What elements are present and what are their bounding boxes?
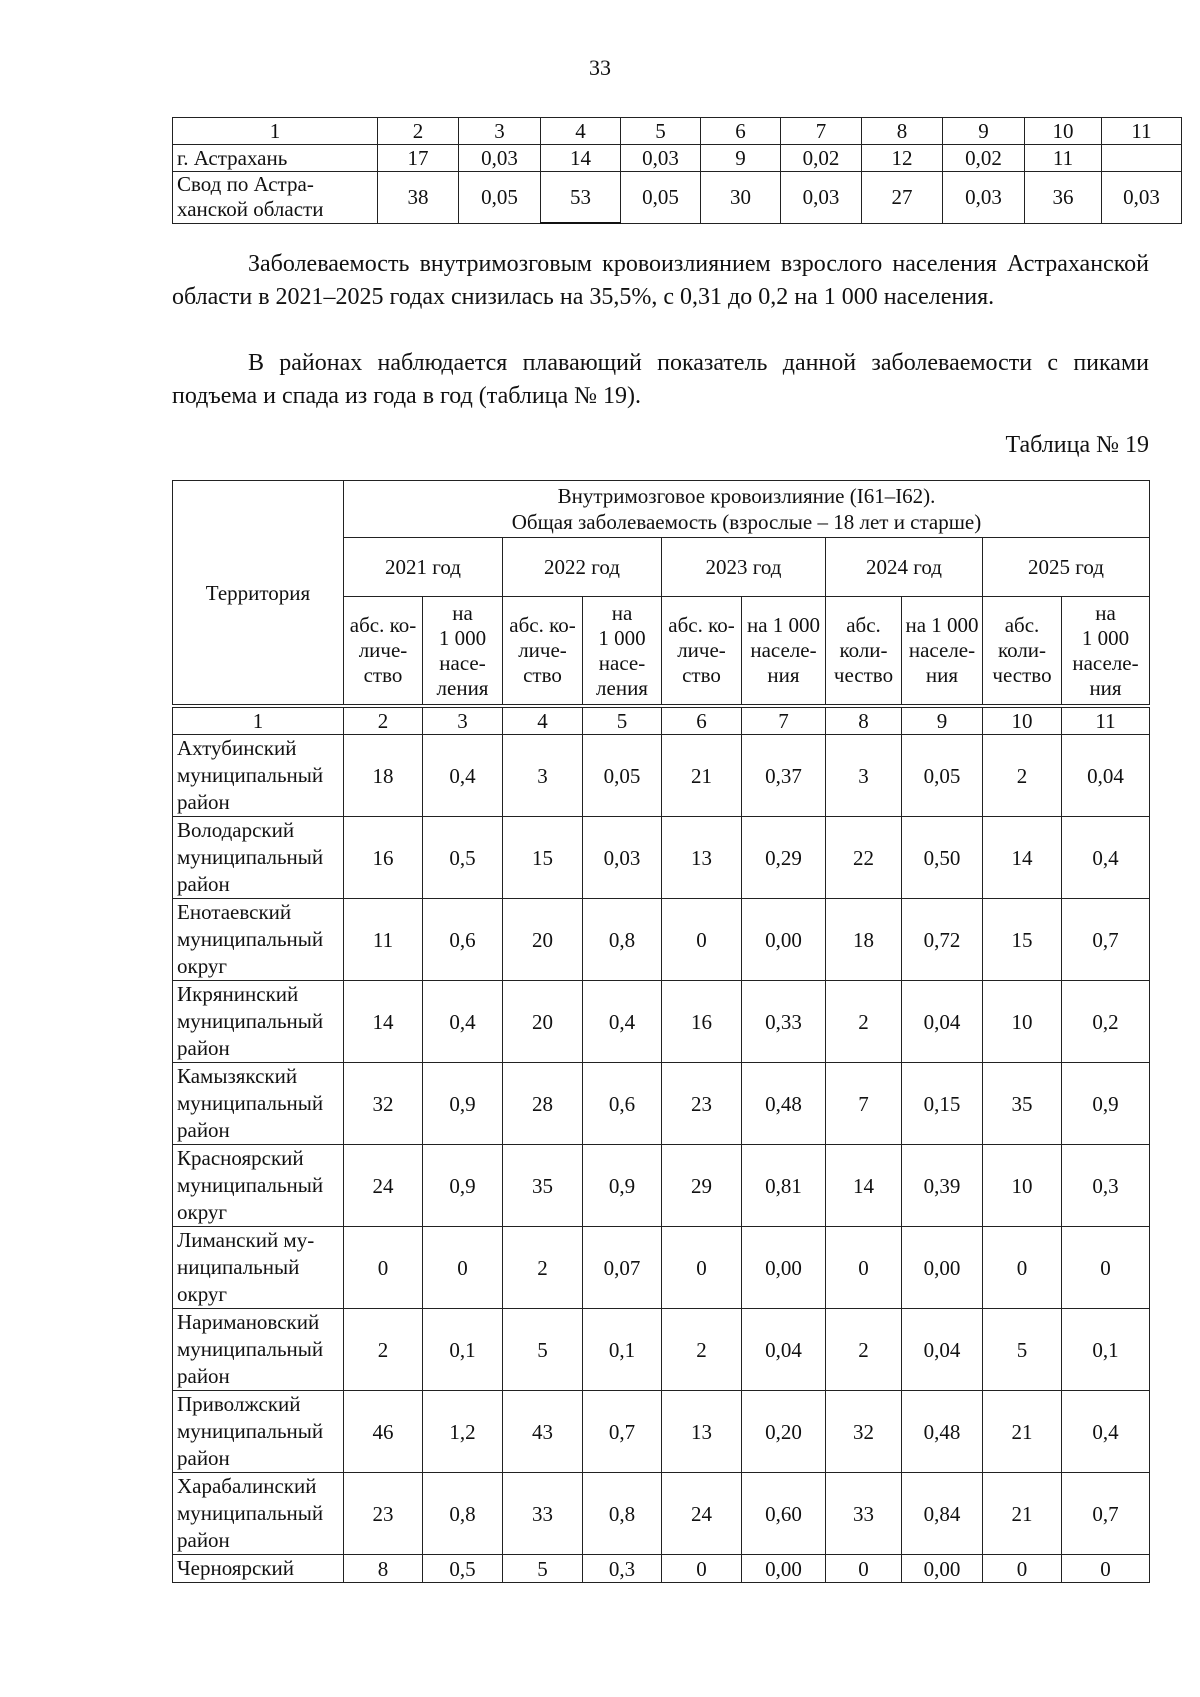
table-row: [173, 1555, 1150, 1583]
table-cell: 0,3: [583, 1555, 662, 1583]
column-number: 5: [621, 118, 701, 145]
table-cell: 0,05: [459, 172, 541, 224]
column-number: 8: [862, 118, 943, 145]
per-1000-header: на 1 000 насе- ления: [583, 597, 662, 707]
table-cell: 0,05: [902, 735, 983, 817]
table-cell: 14: [344, 981, 423, 1063]
table-cell: 15: [983, 899, 1062, 981]
table-cell: 0,72: [902, 899, 983, 981]
territory-name: Енотаевский муниципальный округ: [173, 899, 344, 981]
table-cell: 9: [701, 145, 781, 172]
table-cell: 5: [503, 1555, 583, 1583]
table-cell: 0,5: [423, 817, 503, 899]
table-cell: 38: [378, 172, 459, 224]
territory-name: Красноярский муниципальный округ: [173, 1145, 344, 1227]
table-cell: 22: [826, 817, 902, 899]
territory-name: г. Астрахань: [173, 145, 378, 172]
table-cell: 0,9: [583, 1145, 662, 1227]
territory-name: Свод по Астра- ханской области: [173, 172, 378, 224]
table-cell: 0,8: [423, 1473, 503, 1555]
table-cell: 0,04: [742, 1309, 826, 1391]
table-cell: 35: [503, 1145, 583, 1227]
table-cell: 2: [503, 1227, 583, 1309]
table-cell: 24: [344, 1145, 423, 1227]
table-cell: 0,00: [742, 1227, 826, 1309]
territory-name: Ахтубинский муниципальный район: [173, 735, 344, 817]
territory-name: Икрянинский муниципальный район: [173, 981, 344, 1063]
table-cell: 0,03: [1102, 172, 1182, 224]
table-cell: 20: [503, 981, 583, 1063]
table-cell: 3: [826, 735, 902, 817]
table-cell: 0,7: [1062, 899, 1150, 981]
table-cell: 0,2: [1062, 981, 1150, 1063]
column-number: 4: [541, 118, 621, 145]
territory-name: Володарский муниципальный район: [173, 817, 344, 899]
table-cell: 36: [1025, 172, 1102, 224]
table-cell: 0,00: [902, 1227, 983, 1309]
table-cell: 0: [662, 1555, 742, 1583]
table-cell: 20: [503, 899, 583, 981]
table-cell: 0: [983, 1227, 1062, 1309]
column-number: 5: [583, 706, 662, 735]
absolute-count-header: абс. коли- чество: [826, 597, 902, 707]
table-cell: 0,00: [742, 899, 826, 981]
table-cell: 0,9: [1062, 1063, 1150, 1145]
table-cell: 0,05: [583, 735, 662, 817]
table-cell: 2: [344, 1309, 423, 1391]
table-cell: 32: [826, 1391, 902, 1473]
table-row: [173, 1391, 1150, 1473]
table-row: [173, 981, 1150, 1063]
table-cell: 0,03: [583, 817, 662, 899]
table-cell: 0,04: [902, 1309, 983, 1391]
table-cell: 23: [662, 1063, 742, 1145]
table-cell: 0,8: [583, 899, 662, 981]
table-cell: 0,4: [1062, 1391, 1150, 1473]
table-cell: 0,4: [423, 735, 503, 817]
table-cell: 0,60: [742, 1473, 826, 1555]
year-header: 2024 год: [826, 538, 983, 597]
territory-header: Территория: [173, 481, 344, 707]
table-cell: 13: [662, 1391, 742, 1473]
territory-name: Приволжский муниципальный район: [173, 1391, 344, 1473]
table-cell: 27: [862, 172, 943, 224]
table-row: [173, 735, 1150, 817]
table-cell: 23: [344, 1473, 423, 1555]
table-cell: 0,00: [902, 1555, 983, 1583]
table-cell: 0,04: [1062, 735, 1150, 817]
table-cell: 21: [983, 1391, 1062, 1473]
column-number: 6: [662, 706, 742, 735]
year-header: 2023 год: [662, 538, 826, 597]
table-cell: 8: [344, 1555, 423, 1583]
table-row: [173, 145, 1182, 172]
table-cell: 46: [344, 1391, 423, 1473]
table-cell: 0,39: [902, 1145, 983, 1227]
table-cell: 0,7: [583, 1391, 662, 1473]
territory-name: Харабалинский муниципальный район: [173, 1473, 344, 1555]
table-cell: 0: [826, 1555, 902, 1583]
table-cell: 0,03: [943, 172, 1025, 224]
table-cell: 2: [983, 735, 1062, 817]
table-cell: 0,07: [583, 1227, 662, 1309]
table-cell: 14: [826, 1145, 902, 1227]
table-cell: 0,6: [423, 899, 503, 981]
table-cell: 28: [503, 1063, 583, 1145]
table-cell: 0,03: [459, 145, 541, 172]
table-cell: 0,03: [621, 145, 701, 172]
year-header: 2025 год: [983, 538, 1150, 597]
table-title-header: Внутримозговое кровоизлияние (I61–I62). Общая заболеваемость (взрослые – 18 лет и старше): [344, 481, 1150, 538]
year-header: 2021 год: [344, 538, 503, 597]
table-cell: 16: [662, 981, 742, 1063]
table-cell: 0,3: [1062, 1145, 1150, 1227]
territory-name: Камызякский муниципальный район: [173, 1063, 344, 1145]
table-cell: 0,84: [902, 1473, 983, 1555]
table-cell: 0,15: [902, 1063, 983, 1145]
table-cell: 0,20: [742, 1391, 826, 1473]
table-cell: 29: [662, 1145, 742, 1227]
table-cell: 0: [662, 899, 742, 981]
table-cell: 0,04: [902, 981, 983, 1063]
paragraph-text: В районах наблюдается плавающий показатель данной заболеваемости с пиками подъема и спада из года в год (таблица № 19).: [172, 350, 1149, 409]
table-cell: 7: [826, 1063, 902, 1145]
table-cell: 2: [826, 981, 902, 1063]
table-cell: 0: [1062, 1227, 1150, 1309]
table-cell: 1,2: [423, 1391, 503, 1473]
column-number: 11: [1102, 118, 1182, 145]
table-cell: 10: [983, 981, 1062, 1063]
table-cell: 0,81: [742, 1145, 826, 1227]
table-cell: 16: [344, 817, 423, 899]
table-cell: 2: [826, 1309, 902, 1391]
table-cell: 30: [701, 172, 781, 224]
table-cell: 11: [1025, 145, 1102, 172]
table-cell: 2: [662, 1309, 742, 1391]
column-number: 3: [423, 706, 503, 735]
column-number: 9: [943, 118, 1025, 145]
table-cell: 0,1: [1062, 1309, 1150, 1391]
table-cell: 10: [983, 1145, 1062, 1227]
table-cell: 0,48: [742, 1063, 826, 1145]
absolute-count-header: абс. коли- чество: [983, 597, 1062, 707]
column-number: 2: [344, 706, 423, 735]
table-cell: 33: [503, 1473, 583, 1555]
table-cell: 0: [423, 1227, 503, 1309]
table-cell: [1102, 145, 1182, 172]
paragraph-text: Заболеваемость внутримозговым кровоизлиянием взрослого населения Астраханской области в 2021–2025 годах снизилась на 35,5%, с 0,31 до 0,2 на 1 000 населения.: [172, 251, 1149, 310]
table-cell: 21: [983, 1473, 1062, 1555]
table-cell: 0,50: [902, 817, 983, 899]
table-row: [173, 899, 1150, 981]
table-cell: 5: [983, 1309, 1062, 1391]
table-cell: 0,03: [781, 172, 862, 224]
table-cell: 5: [503, 1309, 583, 1391]
table-cell: 0: [826, 1227, 902, 1309]
table-cell: 12: [862, 145, 943, 172]
table-cell: 21: [662, 735, 742, 817]
table-cell: 11: [344, 899, 423, 981]
page-number: 33: [589, 55, 611, 80]
column-number: 6: [701, 118, 781, 145]
column-number: 7: [742, 706, 826, 735]
table-cell: 0: [1062, 1555, 1150, 1583]
column-number-row: [173, 118, 1182, 145]
absolute-count-header: абс. ко- личе- ство: [662, 597, 742, 707]
table-cell: 0,9: [423, 1063, 503, 1145]
table-cell: 0,02: [781, 145, 862, 172]
table-row: [173, 1309, 1150, 1391]
table-cell: 53: [541, 172, 621, 224]
column-number: 2: [378, 118, 459, 145]
column-number: 10: [983, 706, 1062, 735]
table-cell: 0,37: [742, 735, 826, 817]
table-cell: 32: [344, 1063, 423, 1145]
table-cell: 0,8: [583, 1473, 662, 1555]
table-cell: 0,48: [902, 1391, 983, 1473]
per-1000-header: на 1 000 населе- ния: [742, 597, 826, 707]
table-cell: 18: [344, 735, 423, 817]
table-cell: 14: [541, 145, 621, 172]
table-19: [172, 480, 1150, 1583]
table-row: [173, 1063, 1150, 1145]
column-number: 4: [503, 706, 583, 735]
column-number: 9: [902, 706, 983, 735]
year-header: 2022 год: [503, 538, 662, 597]
column-number: 1: [173, 706, 344, 735]
table-cell: 0,33: [742, 981, 826, 1063]
table-row: [173, 1473, 1150, 1555]
table-cell: 18: [826, 899, 902, 981]
table-caption: Таблица № 19: [1005, 432, 1149, 458]
column-number: 7: [781, 118, 862, 145]
table-cell: 43: [503, 1391, 583, 1473]
column-number: 11: [1062, 706, 1150, 735]
table-row: [173, 1227, 1150, 1309]
table-cell: 0,05: [621, 172, 701, 224]
territory-name: Черноярский: [173, 1555, 344, 1583]
table-cell: 0,1: [423, 1309, 503, 1391]
continuation-table: [172, 117, 1182, 224]
table-cell: 0,1: [583, 1309, 662, 1391]
per-1000-header: на 1 000 насе- ления: [423, 597, 503, 707]
table-cell: 0: [344, 1227, 423, 1309]
table-cell: 0,4: [1062, 817, 1150, 899]
column-number: 3: [459, 118, 541, 145]
table-cell: 0,6: [583, 1063, 662, 1145]
table-row: [173, 817, 1150, 899]
table-cell: 0,4: [423, 981, 503, 1063]
table-cell: 0,02: [943, 145, 1025, 172]
table-cell: 13: [662, 817, 742, 899]
territory-name: Наримановский муниципальный район: [173, 1309, 344, 1391]
paragraph-incidence: [172, 248, 1149, 314]
territory-name: Лиманский му- ниципальный округ: [173, 1227, 344, 1309]
table-row: [173, 172, 1182, 224]
table-cell: 0: [983, 1555, 1062, 1583]
column-number: 10: [1025, 118, 1102, 145]
table-cell: 0,9: [423, 1145, 503, 1227]
per-1000-header: на 1 000 населе- ния: [1062, 597, 1150, 707]
table-cell: 15: [503, 817, 583, 899]
paragraph-districts: [172, 347, 1149, 413]
table-cell: 3: [503, 735, 583, 817]
table-cell: 0,29: [742, 817, 826, 899]
absolute-count-header: абс. ко- личе- ство: [503, 597, 583, 707]
table-cell: 33: [826, 1473, 902, 1555]
table-cell: 17: [378, 145, 459, 172]
table-cell: 0,00: [742, 1555, 826, 1583]
table-cell: 35: [983, 1063, 1062, 1145]
table-cell: 0,7: [1062, 1473, 1150, 1555]
column-number: 8: [826, 706, 902, 735]
table-cell: 24: [662, 1473, 742, 1555]
table-cell: 14: [983, 817, 1062, 899]
absolute-count-header: абс. ко- личе- ство: [344, 597, 423, 707]
column-number: 1: [173, 118, 378, 145]
per-1000-header: на 1 000 населе- ния: [902, 597, 983, 707]
column-number-row: [173, 706, 1150, 735]
table-cell: 0,5: [423, 1555, 503, 1583]
table-row: [173, 1145, 1150, 1227]
table-cell: 0,4: [583, 981, 662, 1063]
table-cell: 0: [662, 1227, 742, 1309]
